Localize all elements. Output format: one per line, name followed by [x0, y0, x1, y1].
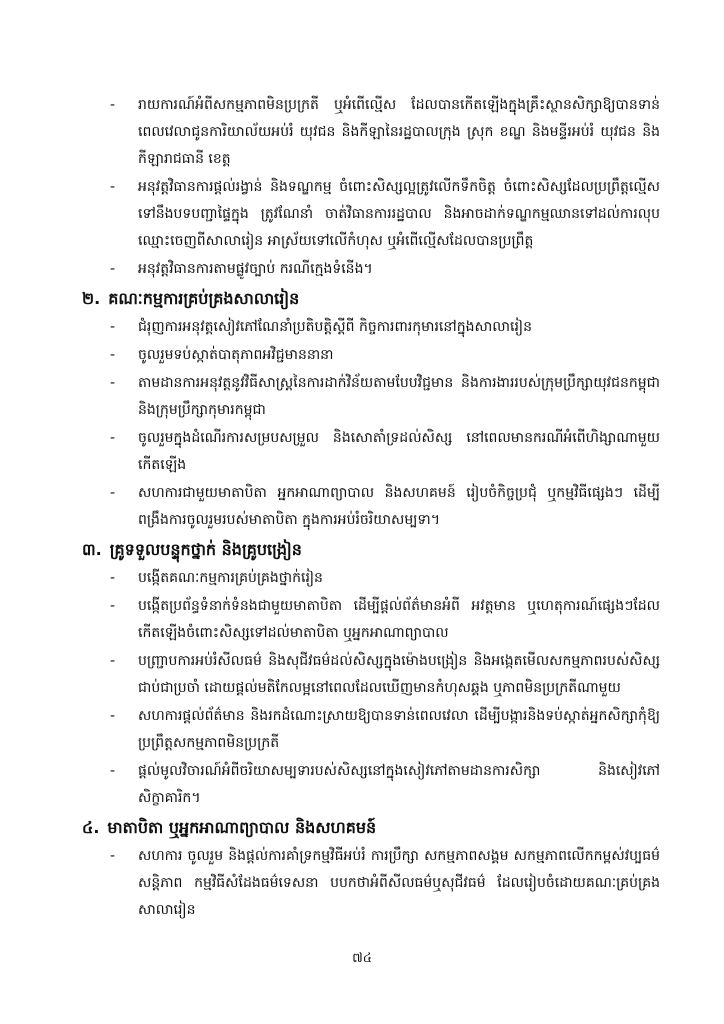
bullet-text: បង្កើតគណៈកម្មការគ្រប់គ្រងថ្នាក់រៀន — [138, 570, 323, 586]
bullet-text: សហការផ្តល់ព័ត៌មាន និងរកដំណោះស្រាយឱ្យបានទាន់ពេលវេលា ដើម្បីបង្ការនិងទប់ស្កាត់អ្នកសិក្សាកុំឱ្យប្រព្រឹត្តសកម្មភាពមិនប្រក្រតី — [138, 708, 660, 751]
bullet-text: អនុវត្តវិធានការផ្តល់រង្វាន់ និងទណ្ឌកម្ម ចំពោះសិស្សល្អត្រូវលើកទឹកចិត្ត ចំពោះសិស្សដែលប្រព្រឹត្តល្មើសទៅនឹងបទបញ្ជាផ្ទៃក្នុង ត្រូវណែនាំ ចាត់វិធានការរដ្ឋបាល និងអាចដាក់ទណ្ឌកម្មឈានទៅដល់ការលុបឈ្មោះចេញពីសាលារៀន អាស្រ័យទៅលើកំហុស ឬអំពើល្មើសដែលបានប្រព្រឹត្ត — [138, 179, 660, 249]
bullet-dash: - — [110, 570, 116, 586]
bullet-dash: - — [110, 319, 116, 335]
list-item — [80, 425, 660, 479]
document-body — [80, 92, 660, 925]
page-number: ៧៤ — [352, 951, 372, 966]
bullet-dash: - — [110, 375, 116, 391]
list-item — [80, 92, 660, 173]
list-item — [80, 174, 660, 255]
list-item — [80, 843, 660, 924]
bullet-dash: - — [110, 485, 116, 501]
bullet-dash: - — [110, 763, 116, 779]
bullet-text: ចូលរួមទប់ស្កាត់បាតុភាពអវិជ្ជមាននានា — [138, 347, 334, 363]
list-item — [80, 593, 660, 647]
list-item — [80, 342, 660, 369]
bullet-dash: - — [110, 598, 116, 614]
bullet-dash: - — [110, 430, 116, 446]
section-heading-3 — [80, 535, 660, 565]
bullet-dash: - — [110, 97, 116, 113]
bullet-dash: - — [110, 347, 116, 363]
section-number: ២. — [82, 289, 101, 308]
list-item — [80, 314, 660, 341]
list-item — [80, 256, 660, 283]
list-item — [80, 703, 660, 757]
bullet-text: រាយការណ៍អំពីសកម្មភាពមិនប្រក្រតី ឬអំពើល្មើស ដែលបានកើតឡើងក្នុងគ្រឹះស្ថានសិក្សាឱ្យបានទាន់ពេលវេលាជូនការិយាល័យអប់រំ យុវជន និងកីឡានៃរដ្ឋបាលក្រុង ស្រុក ខណ្ឌ និងមន្ទីរអប់រំ យុវជន និងកីឡារាជធានី ខេត្ត — [138, 97, 660, 167]
list-item — [80, 370, 660, 424]
section-title: មាតាបិតា ឬអ្នកអាណាព្យាបាល និងសហគមន៍ — [107, 818, 377, 837]
section-number: ៤. — [82, 818, 100, 837]
bullet-text: ចូលរួមក្នុងដំណើរការសម្របសម្រួល និងសោតាំទ្រដល់សិស្ស នៅពេលមានករណីអំពើហិង្សាណាមួយកើតឡើង — [138, 430, 660, 473]
list-item — [80, 648, 660, 702]
bullet-text: បញ្ជ្រាបការអប់រំសីលធម៌ និងសុជីវធម៌ដល់សិស្សក្នុងម៉ោងបង្រៀន និងអង្កេតមើលសកម្មភាពរបស់សិស្សជាប់ជាប្រចាំ ដោយផ្តល់មតិកែលម្អនៅពេលដែលឃើញមានកំហុសឆ្គង ឬភាពមិនប្រក្រតីណាមួយ — [138, 653, 660, 696]
section-heading-4 — [80, 813, 660, 843]
list-item — [80, 480, 660, 534]
section-title: គណៈកម្មការគ្រប់គ្រងសាលារៀន — [108, 289, 300, 308]
list-item — [80, 758, 660, 812]
bullet-dash: - — [110, 179, 116, 195]
bullet-dash: - — [110, 708, 116, 724]
section-heading-2 — [80, 284, 660, 314]
bullet-text: ជំរុញការអនុវត្តសៀវភៅណែនាំប្រតិបត្តិស្តីពី កិច្ចការពារកុមារនៅក្នុងសាលារៀន — [138, 319, 532, 335]
list-item — [80, 565, 660, 592]
bullet-text: តាមដានការអនុវត្តនូវវិធីសាស្ត្រនៃការដាក់វិន័យតាមបែបវិជ្ជមាន និងការងាររបស់ក្រុមប្រឹក្សាយុវជនកម្ពុជា និងក្រុមប្រឹក្សាកុមារកម្ពុជា — [138, 375, 660, 418]
bullet-dash: - — [110, 848, 116, 864]
bullet-text: អនុវត្តវិធានការតាមផ្លូវច្បាប់ ករណីក្មេងទំនើង។ — [138, 261, 373, 277]
bullet-text: ផ្តល់មូលវិចារណ៍អំពីចរិយាសម្បទារបស់សិស្សនៅក្នុងសៀវភៅតាមដានការសិក្សា និងសៀវភៅសិក្ខាគារិក។ — [138, 763, 660, 806]
bullet-text: បង្កើតប្រព័ន្ធទំនាក់ទំនងជាមួយមាតាបិតា ដើម្បីផ្តល់ព័ត៌មានអំពី អវត្តមាន ឬហេតុការណ៍ផ្សេងៗដែលកើតឡើងចំពោះសិស្សទៅដល់មាតាបិតា ឬអ្នកអាណាព្យាបាល — [138, 598, 660, 641]
bullet-dash: - — [110, 653, 116, 669]
section-number: ៣. — [82, 540, 102, 559]
bullet-text: សហការ ចូលរួម និងផ្តល់ការគាំទ្រកម្មវិធីអប់រំ ការប្រឹក្សា សកម្មភាពសង្គម សកម្មភាពលើកកម្ពស់វប្បធម៌សន្តិភាព កម្មវិធីសំដែងធម៌ទេសនា បបកថាអំពីសីលធម៌ឬសុជីវធម៌ ដែលរៀបចំដោយគណៈគ្រប់គ្រងសាលារៀន — [138, 848, 660, 918]
bullet-text: សហការជាមួយមាតាបិតា អ្នកអាណាព្យាបាល និងសហគមន៍ រៀបចំកិច្ចប្រជុំ ឬកម្មវិធីផ្សេងៗ ដើម្បីពង្រឹងការចូលរួមរបស់មាតាបិតា ក្នុងការអប់រំចរិយាសម្បទា។ — [138, 485, 660, 528]
bullet-dash: - — [110, 261, 116, 277]
section-title: គ្រូទទួលបន្ទុកថ្នាក់ និងគ្រូបង្រៀន — [109, 540, 302, 559]
